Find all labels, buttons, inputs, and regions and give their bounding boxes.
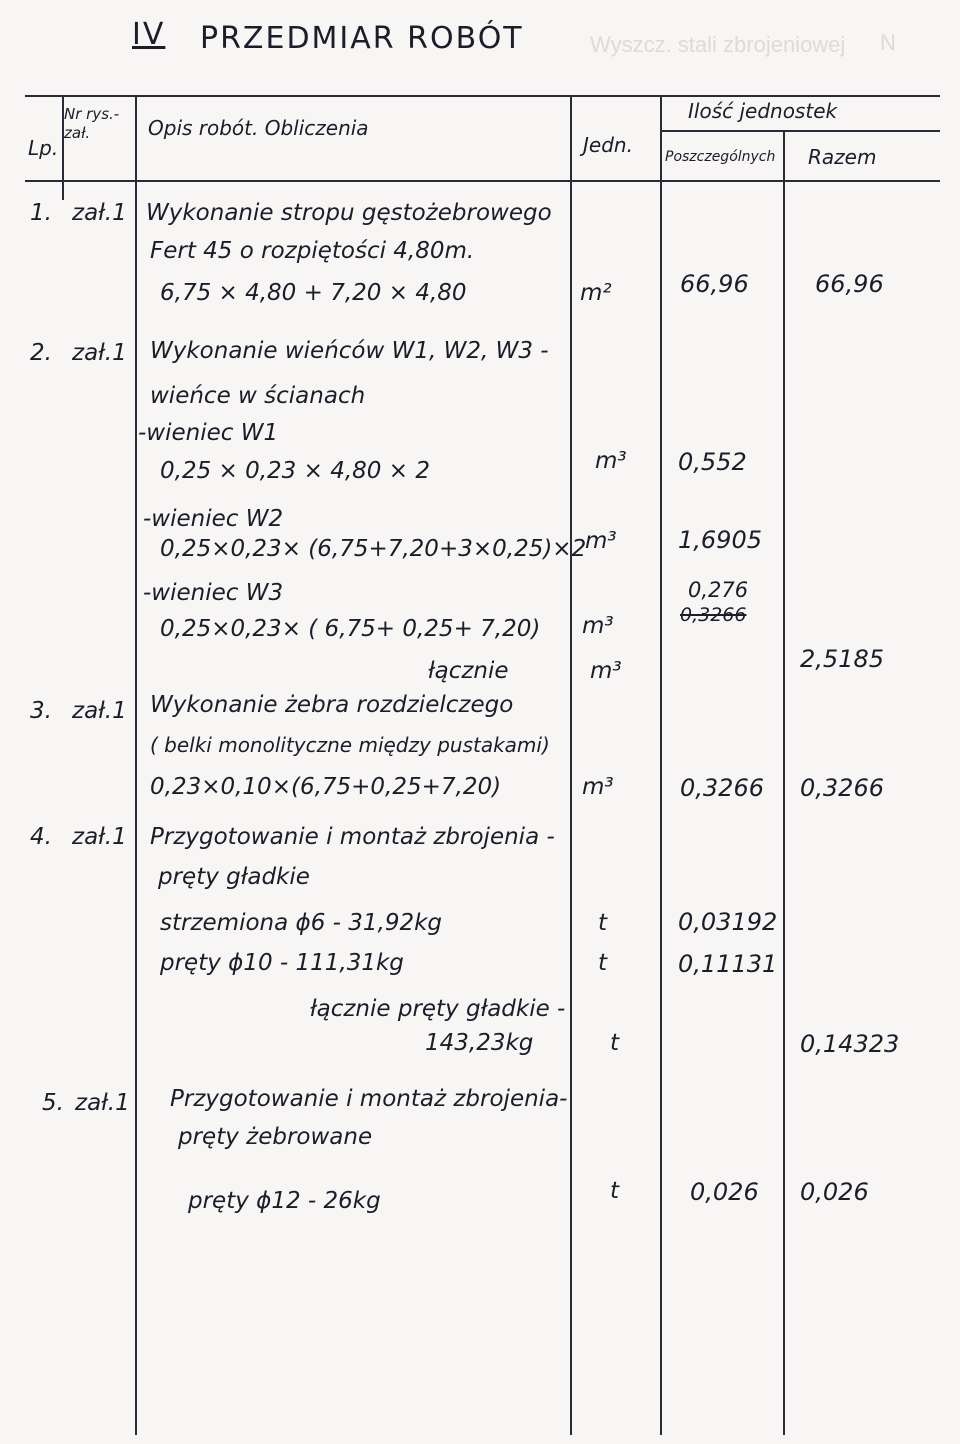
header-jedn: Jedn. [583, 133, 633, 157]
row4-summary-label: łącznie pręty gładkie - [310, 996, 566, 1022]
row4-lp: 4. [30, 824, 52, 850]
row5-calc: pręty ϕ12 - 26kg [188, 1188, 381, 1214]
row2-w1-calc: 0,25 × 0,23 × 4,80 × 2 [160, 458, 430, 484]
row1-unit: m² [580, 280, 612, 306]
row2-w3-struck-value: 0,3266 [680, 604, 747, 626]
table-top-rule [25, 95, 940, 97]
row4-summary-unit: t [610, 1030, 620, 1056]
row2-w2-value: 1,6905 [678, 526, 762, 554]
row5-total: 0,026 [800, 1178, 869, 1206]
title-roman-numeral: IV [132, 17, 166, 52]
row3-line1: Wykonanie żebra rozdzielczego [150, 692, 514, 718]
row2-w3-unit: m³ [582, 613, 614, 639]
row4-line1: Przygotowanie i montaż zbrojenia - [150, 824, 555, 850]
row2-w1-name: -wieniec W1 [138, 420, 279, 446]
row4-sub2-unit: t [598, 950, 608, 976]
row4-sub1-unit: t [598, 910, 608, 936]
col-divider-nr [135, 95, 137, 1435]
row2-total: 2,5185 [800, 645, 884, 673]
row1-line2: Fert 45 o rozpiętości 4,80m. [150, 238, 475, 264]
header-bottom-rule [25, 180, 940, 182]
row1-zal: zał.1 [72, 200, 127, 226]
header-razem: Razem [808, 145, 877, 169]
background-mark-n: N [880, 30, 896, 55]
row2-w2-name: -wieniec W2 [143, 506, 284, 532]
page-title: PRZEDMIAR ROBÓT [200, 21, 524, 56]
ilosc-sub-rule [660, 130, 940, 132]
row1-partial: 66,96 [680, 270, 749, 298]
row4-summary-calc: 143,23kg [425, 1030, 534, 1056]
row4-sub1-value: 0,03192 [678, 908, 778, 936]
row2-w3-name: -wieniec W3 [143, 580, 284, 606]
row3-calc: 0,23×0,10×(6,75+0,25+7,20) [150, 774, 502, 800]
row3-total: 0,3266 [800, 774, 884, 802]
row2-zal: zał.1 [72, 340, 127, 366]
row4-sub2-calc: pręty ϕ10 - 111,31kg [160, 950, 404, 976]
row2-summary-unit: m³ [590, 658, 622, 684]
row4-total: 0,14323 [800, 1030, 900, 1058]
col-divider-jedn [660, 95, 662, 1435]
row2-w2-unit: m³ [585, 528, 617, 554]
row2-w1-unit: m³ [595, 448, 627, 474]
row4-line2: pręty gładkie [158, 864, 310, 890]
header-nr-rys: Nr rys.-zał. [64, 105, 120, 142]
row3-partial: 0,3266 [680, 774, 764, 802]
row2-line2: wieńce w ścianach [150, 383, 366, 409]
row2-w3-calc: 0,25×0,23× ( 6,75+ 0,25+ 7,20) [160, 616, 541, 642]
background-mark-heading: Wyszcz. stali zbrojeniowej [590, 32, 846, 57]
row2-w3-value: 0,276 [688, 578, 749, 602]
header-opis: Opis robót. Obliczenia [148, 116, 369, 140]
row4-sub1-calc: strzemiona ϕ6 - 31,92kg [160, 910, 443, 936]
header-ilosc: Ilość jednostek [688, 99, 838, 123]
row2-w1-value: 0,552 [678, 448, 747, 476]
row3-unit: m³ [582, 774, 614, 800]
row3-lp: 3. [30, 698, 52, 724]
row5-unit: t [610, 1178, 620, 1204]
row5-line1: Przygotowanie i montaż zbrojenia- [170, 1086, 568, 1112]
row3-zal: zał.1 [72, 698, 127, 724]
row3-line2: ( belki monolityczne między pustakami) [150, 733, 550, 757]
row5-partial: 0,026 [690, 1178, 759, 1206]
row2-w2-calc: 0,25×0,23× (6,75+7,20+3×0,25)×2 [160, 536, 587, 562]
row2-line1: Wykonanie wieńców W1, W2, W3 - [150, 338, 549, 364]
row1-line1: Wykonanie stropu gęstożebrowego [146, 200, 552, 226]
row5-lp: 5. [42, 1090, 64, 1116]
header-lp: Lp. [28, 136, 59, 160]
row1-lp: 1. [30, 200, 52, 226]
row5-zal: zał.1 [75, 1090, 130, 1116]
col-divider-ilosc [783, 132, 785, 1435]
row2-lp: 2. [30, 340, 52, 366]
row4-sub2-value: 0,11131 [678, 950, 778, 978]
header-poszczegolnych: Poszczególnych [665, 149, 776, 165]
row4-zal: zał.1 [72, 824, 127, 850]
row1-total: 66,96 [815, 270, 884, 298]
row5-line2: pręty żebrowane [178, 1124, 373, 1150]
col-divider-opis [570, 95, 572, 1435]
row2-summary-label: łącznie [428, 658, 509, 684]
row1-calc: 6,75 × 4,80 + 7,20 × 4,80 [160, 280, 467, 306]
